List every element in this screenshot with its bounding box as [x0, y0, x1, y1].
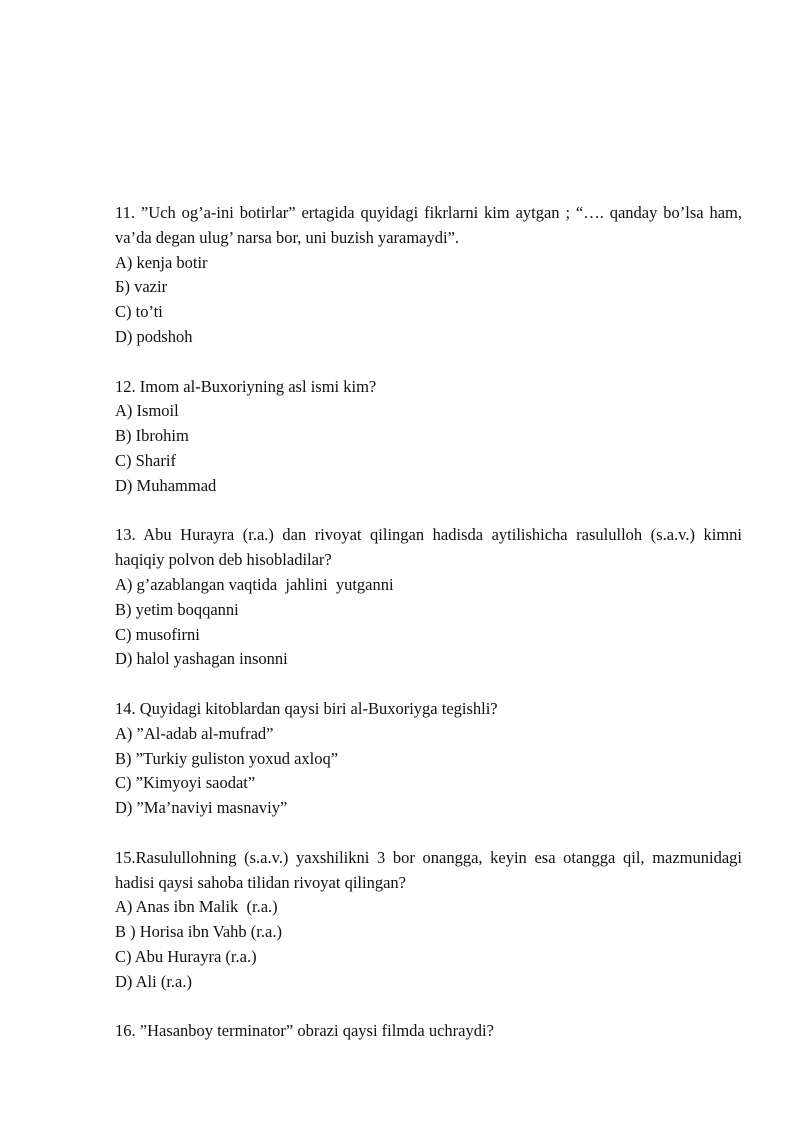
answer-option-d: D) Muhammad: [115, 475, 217, 495]
answer-option-a: A) Ismoil: [115, 401, 179, 421]
answer-option-d: D) podshoh: [115, 326, 193, 346]
answer-option-b: Б) vazir: [115, 277, 168, 297]
answer-option-a: A) Anas ibn Malik (r.a.): [115, 897, 278, 917]
answer-option-c: C) musofirni: [115, 624, 200, 644]
question-14: [115, 697, 742, 821]
answer-option-a: A) ”Al-adab al-mufrad”: [115, 723, 274, 743]
answer-option-a: A) kenja botir: [115, 252, 208, 272]
answer-option-c: C) Abu Hurayra (r.a.): [115, 946, 257, 966]
answer-option-d: D) Ali (r.a.): [115, 971, 192, 991]
question-13: [115, 523, 742, 672]
answer-option-b: B) yetim boqqanni: [115, 599, 239, 619]
question-stem: 14. Quyidagi kitoblardan qaysi biri al-Buxoriyga tegishli?: [115, 698, 498, 718]
answer-option-c: C) ”Kimyoyi saodat”: [115, 773, 256, 793]
question-12: [115, 375, 742, 499]
question-stem: 12. Imom al-Buxoriyning asl ismi kim?: [115, 376, 377, 396]
question-stem: 16. ”Hasanboy terminator” obrazi qaysi filmda uchraydi?: [115, 1021, 494, 1041]
question-16: [115, 1019, 742, 1044]
question-stem: 13. Abu Hurayra (r.a.) dan rivoyat qilingan hadisda aytilishicha rasululloh (s.a.v.) kimni haqiqiy polvon deb hisobladilar?: [115, 525, 742, 570]
answer-option-b: B ) Horisa ibn Vahb (r.a.): [115, 922, 282, 942]
question-15: [115, 846, 742, 995]
answer-option-c: C) to’ti: [115, 302, 163, 322]
answer-option-c: C) Sharif: [115, 450, 176, 470]
question-stem: 11. ”Uch og’a-ini botirlar” ertagida quyidagi fikrlarni kim aytgan ; “…. qanday bo’lsa ham, va’da degan ulug’ narsa bor, uni buzish yaramaydi”.: [115, 203, 742, 247]
answer-option-b: B) Ibrohim: [115, 426, 189, 446]
question-stem: 15.Rasulullohning (s.a.v.) yaxshilikni 3 bor onangga, keyin esa otangga qil, mazmunidagi hadisi qaysi sahoba tilidan rivoyat qilingan?: [115, 847, 742, 892]
answer-option-a: A) g’azablangan vaqtida jahlini yutganni: [115, 574, 394, 594]
answer-option-b: B) ”Turkiy guliston yoxud axloq”: [115, 748, 339, 768]
question-list: [115, 201, 742, 1069]
answer-option-d: D) ”Ma’naviyi masnaviy”: [115, 798, 288, 818]
question-11: [115, 201, 742, 350]
answer-option-d: D) halol yashagan insonni: [115, 649, 288, 669]
